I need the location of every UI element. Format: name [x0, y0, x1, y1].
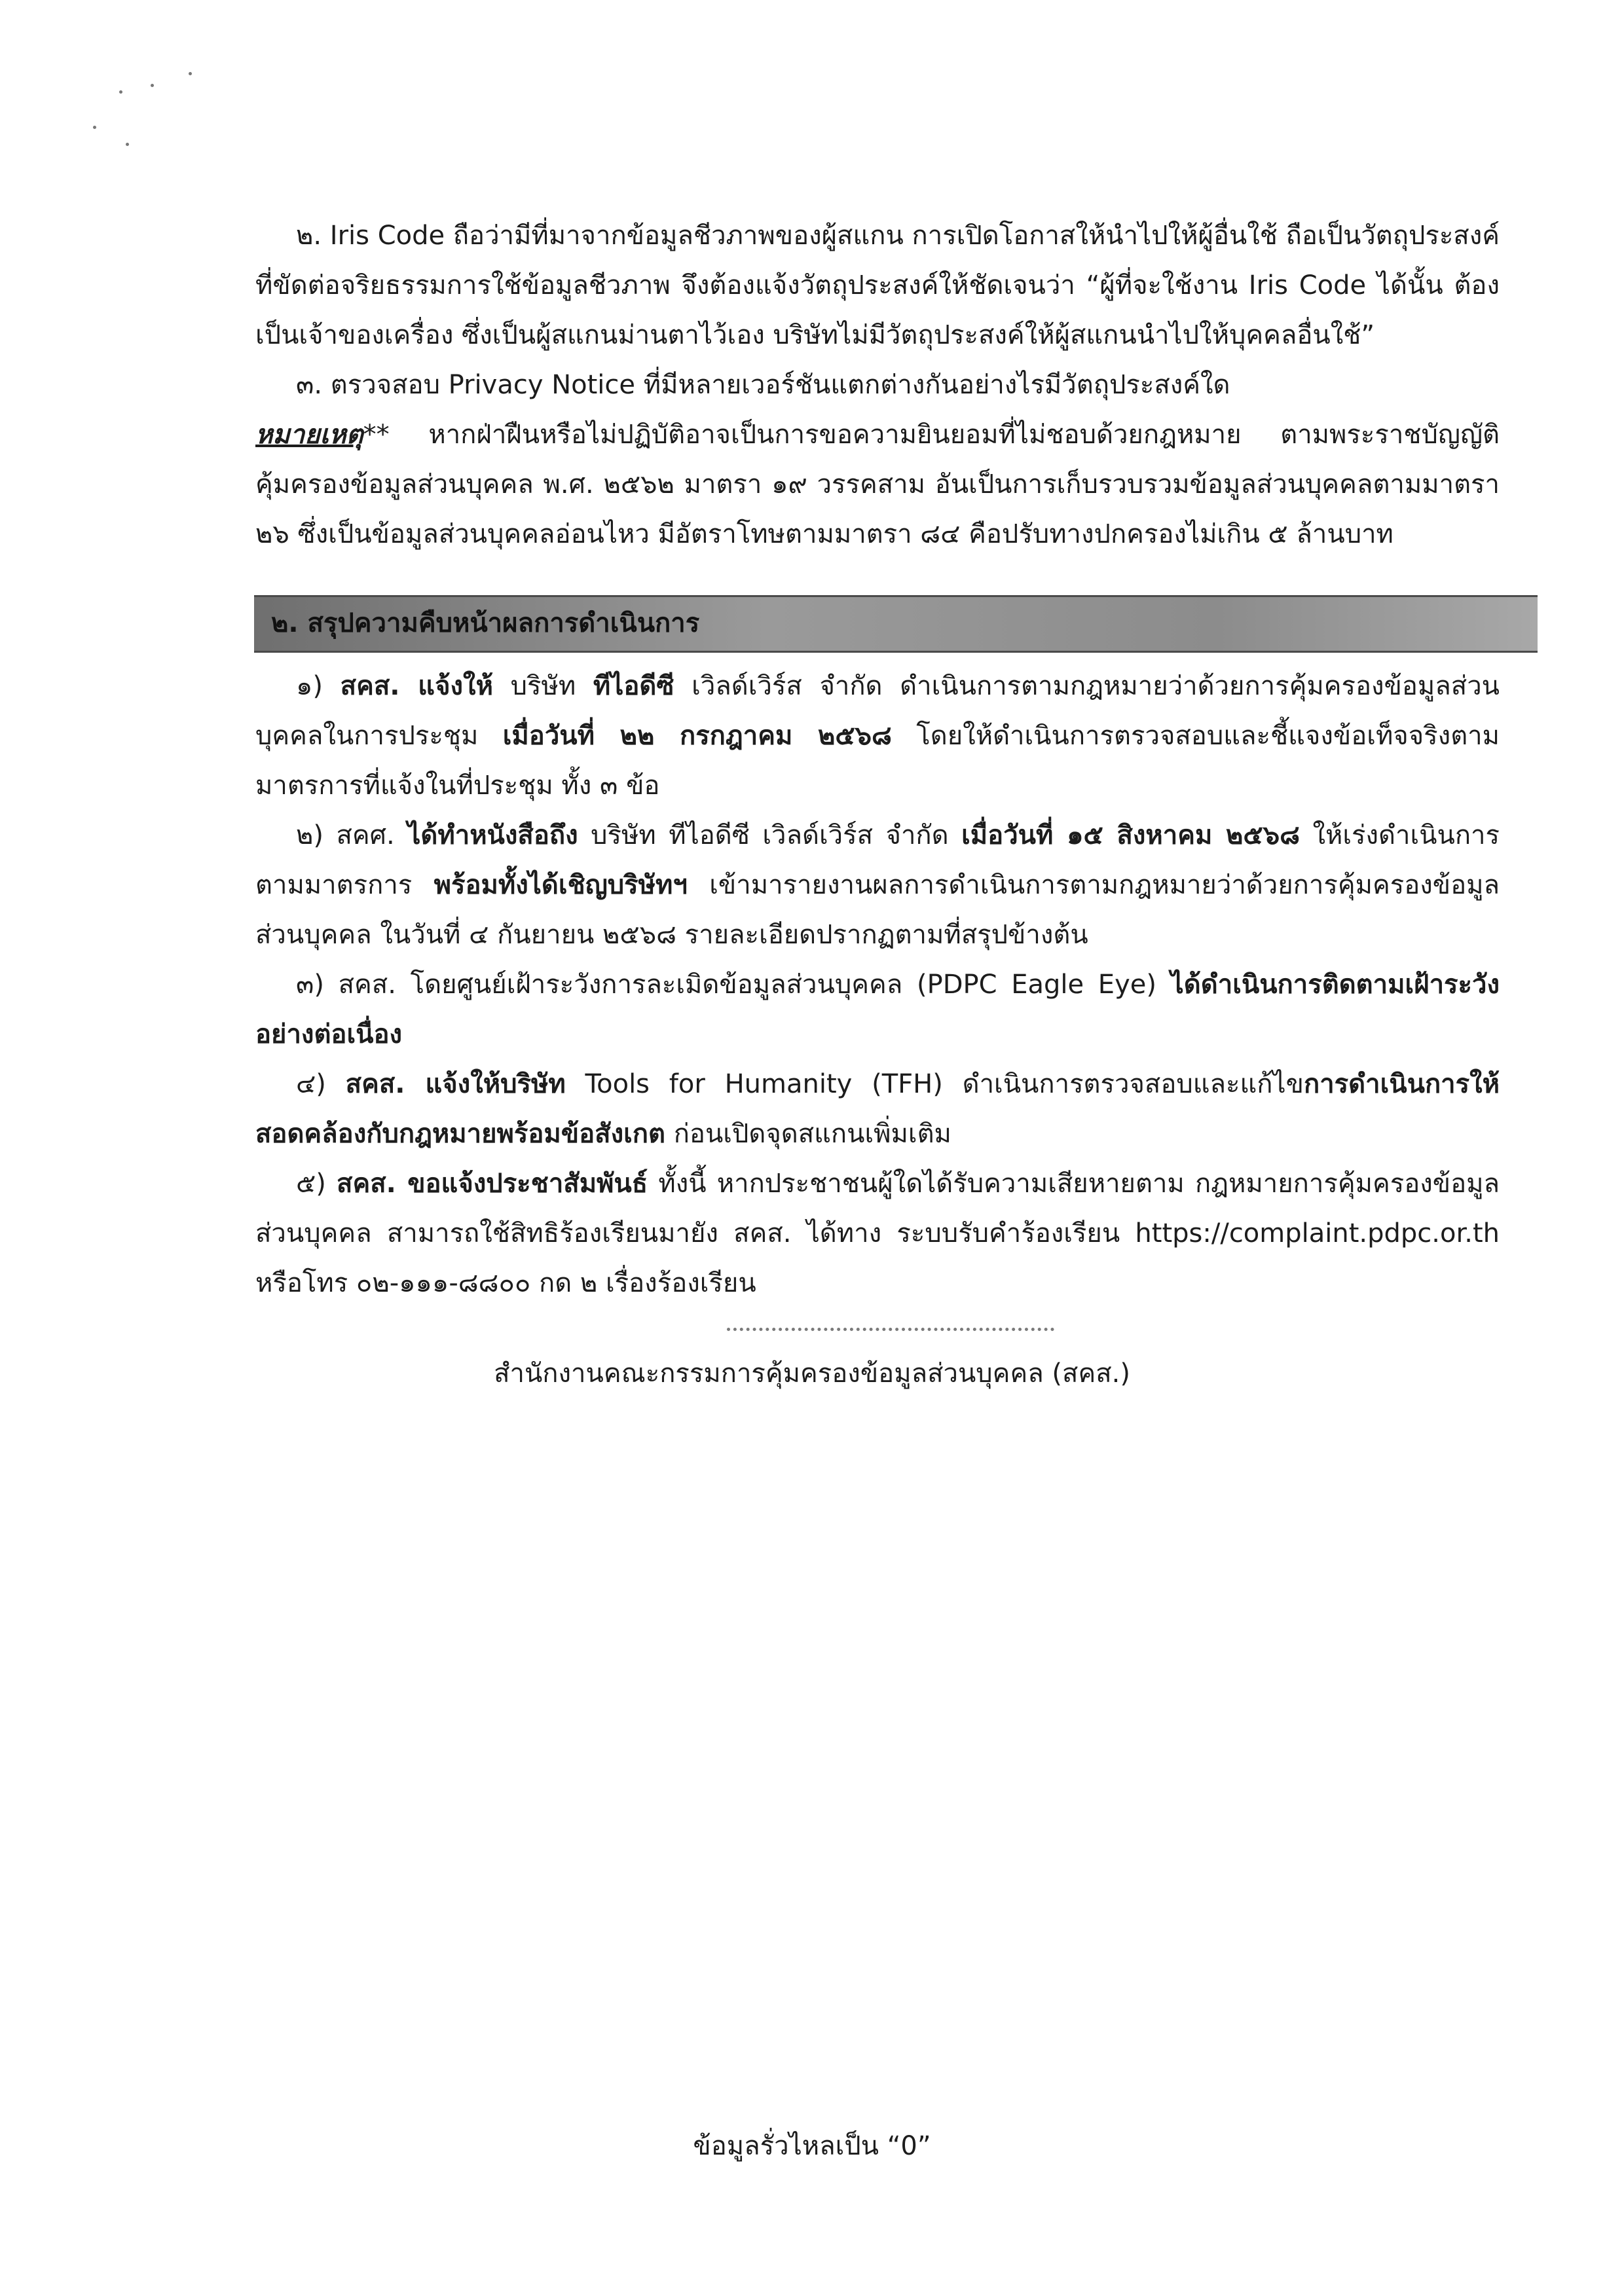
scan-specks	[85, 65, 216, 164]
progress-item-3: ๓) สคส. โดยศูนย์เฝ้าระวังการละเมิดข้อมูลส่วนบุคคล (PDPC Eagle Eye) ได้ดำเนินการติดตามเฝ้าระวังอย่างต่อเนื่อง	[255, 970, 1500, 1049]
progress-item-1: ๑) สคส. แจ้งให้ บริษัท ทีไอดีซี เวิลด์เวิร์ส จำกัด ดำเนินการตามกฎหมายว่าด้วยการคุ้มครองข้อมูลส่วนบุคคลในการประชุม เมื่อวันที่ ๒๒ กรกฎาคม ๒๕๖๘ โดยให้ดำเนินการตรวจสอบและชี้แจงข้อเท็จจริงตามมาตรการที่แจ้งในที่ประชุม ทั้ง ๓ ข้อ	[255, 671, 1500, 801]
section-2-header	[254, 595, 1538, 653]
agency-signature: สำนักงานคณะกรรมการคุ้มครองข้อมูลส่วนบุคคล (สคส.)	[494, 1358, 1130, 1389]
note-text: ** หากฝ่าฝืนหรือไม่ปฏิบัติอาจเป็นการขอความยินยอมที่ไม่ชอบด้วยกฎหมาย ตามพระราชบัญญัติคุ้มครองข้อมูลส่วนบุคคล พ.ศ. ๒๕๖๒ มาตรา ๑๙ วรรคสาม อันเป็นการเก็บรวบรวมข้อมูลส่วนบุคคลตามมาตรา ๒๖ ซึ่งเป็นข้อมูลส่วนบุคคลอ่อนไหว มีอัตราโทษตามมาตรา ๘๔ คือปรับทางปกครองไม่เกิน ๕ ล้านบาท	[255, 420, 1500, 549]
note-paragraph	[255, 410, 1500, 559]
item-3-paragraph: ๓. ตรวจสอบ Privacy Notice ที่มีหลายเวอร์ชันแตกต่างกันอย่างไรมีวัตถุประสงค์ใด	[296, 370, 1230, 400]
item-2-paragraph: ๒. Iris Code ถือว่ามีที่มาจากข้อมูลชีวภาพของผู้สแกน การเปิดโอกาสให้นำไปให้ผู้อื่นใช้ ถือเป็นวัตถุประสงค์ที่ขัดต่อจริยธรรมการใช้ข้อมูลชีวภาพ จึงต้องแจ้งวัตถุประสงค์ให้ชัดเจนว่า “ผู้ที่จะใช้งาน Iris Code ได้นั้น ต้องเป็นเจ้าของเครื่อง ซึ่งเป็นผู้สแกนม่านตาไว้เอง บริษัทไม่มีวัตถุประสงค์ให้ผู้สแกนนำไปให้บุคคลอื่นใช้”	[255, 221, 1500, 350]
note-label: หมายเหตุ	[255, 420, 363, 450]
progress-item-2: ๒) สคศ. ได้ทำหนังสือถึง บริษัท ทีไอดีซี เวิลด์เวิร์ส จำกัด เมื่อวันที่ ๑๕ สิงหาคม ๒๕๖๘ ให้เร่งดำเนินการตามมาตรการ พร้อมทั้งได้เชิญบริษัทฯ เข้ามารายงานผลการดำเนินการตามกฎหมายว่าด้วยการคุ้มครองข้อมูลส่วนบุคคล ในวันที่ ๔ กันยายน ๒๕๖๘ รายละเอียดปรากฏตามที่สรุปข้างต้น	[255, 820, 1500, 950]
section-2-title: ๒. สรุปความคืบหน้าผลการดำเนินการ	[271, 608, 700, 638]
progress-item-5: ๕) สคส. ขอแจ้งประชาสัมพันธ์ ทั้งนี้ หากประชาชนผู้ใดได้รับความเสียหายตาม กฎหมายการคุ้มครองข้อมูลส่วนบุคคล สามารถใช้สิทธิร้องเรียนมายัง สคส. ได้ทาง ระบบรับคำร้องเรียน https://complaint.pdpc.or.th หรือโทร ๐๒-๑๑๑-๘๘๐๐ กด ๒ เรื่องร้องเรียน	[255, 1169, 1500, 1298]
dotted-divider	[727, 1328, 1054, 1331]
page-footer: ข้อมูลรั่วไหลเป็น “0”	[693, 2131, 931, 2161]
progress-item-4: ๔) สคส. แจ้งให้บริษัท Tools for Humanity (TFH) ดำเนินการตรวจสอบและแก้ไขการดำเนินการให้สอดคล้องกับกฎหมายพร้อมข้อสังเกต ก่อนเปิดจุดสแกนเพิ่มเติม	[255, 1069, 1500, 1149]
